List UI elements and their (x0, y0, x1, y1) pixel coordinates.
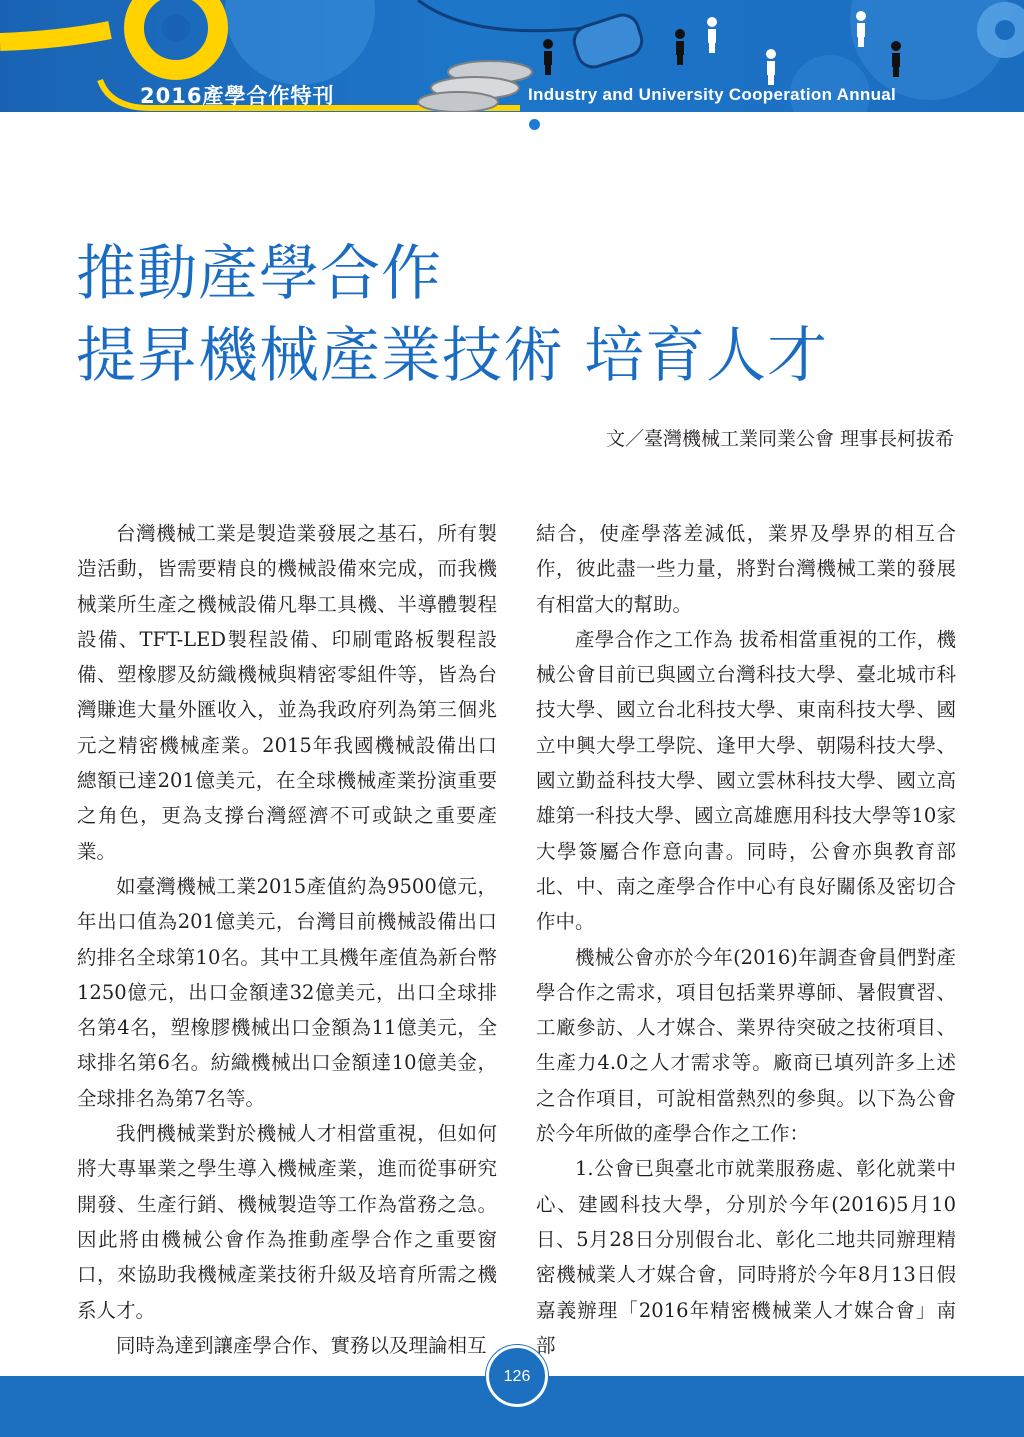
publication-title-en: Industry and University Cooperation Annual (528, 85, 897, 104)
article-title-line-2: 提昇機械產業技術 培育人才 (76, 321, 829, 391)
left-column (77, 516, 497, 1363)
paragraph: 產學合作之工作為 拔希相當重視的工作，機械公會目前已與國立台灣科技大學、臺北城市科技大學、國立台北科技大學、東南科技大學、國立中興大學工學院、逢甲大學、朝陽科技大學、國立勤益科技大學、國立雲林科技大學、國立高雄第一科技大學、國立高雄應用科技大學等10家大學簽屬合作意向書。同時，公會亦與教育部北、中、南之產學合作中心有良好關係及密切合作中。 (536, 627, 956, 934)
paragraph-continued: 結合，使產學落差減低，業界及學界的相互合作，彼此盡一些力量，將對台灣機械工業的發展有相當大的幫助。 (536, 522, 956, 616)
paragraph: 台灣機械工業是製造業發展之基石，所有製造活動，皆需要精良的機械設備來完成，而我機械業所生產之機械設備凡舉工具機、半導體製程設備、TFT-LED製程設備、印刷電路板製程設備、塑橡膠及紡織機械與精密零組件等，皆為台灣賺進大量外匯收入，並為我政府列為第三個兆元之精密機械產業。2015年我國機械設備出口總額已達201億美元，在全球機械產業扮演重要之角色，更為支撐台灣經濟不可或缺之重要產業。 (77, 522, 497, 863)
coins-icon (418, 61, 532, 112)
article-byline: 文／臺灣機械工業同業公會 理事長柯拔希 (605, 428, 954, 450)
paragraph: 我們機械業對於機械人才相當重視，但如何將大專畢業之學生導入機械產業，進而從事研究開發、生產行銷、機械製造等工作為當務之急。因此將由機械公會作為推動產學合作之重要窗口，來協助我機械產業技術升級及培育所需之機系人才。 (77, 1122, 497, 1322)
page-number-badge (486, 1345, 548, 1407)
header-banner (0, 0, 1024, 112)
right-column (536, 516, 956, 1363)
article-title (76, 233, 828, 397)
paragraph: 機械公會亦於今年(2016)年調查會員們對產學合作之需求，項目包括業界導師、暑假實習、工廠參訪、人才媒合、業界待突破之技術項目、生產力4.0之人才需求等。廠商已填列許多上述之合作項目，可說相當熱烈的參與。以下為公會於今年所做的產學合作之工作： (536, 945, 956, 1146)
paragraph: 1.公會已與臺北市就業服務處、彰化就業中心、建國科技大學，分別於今年(2016)5月10日、5月28日分別假台北、彰化二地共同辦理精密機械業人才媒合會，同時將於今年8月13日假嘉義辦理「2016年精密機械業人才媒合會」南部 (536, 1157, 956, 1357)
page-number: 126 (503, 1368, 531, 1385)
mouse-icon (418, 0, 646, 71)
article-title-line-1: 推動產學合作 (76, 239, 442, 309)
decorative-dot-icon (529, 119, 540, 130)
yellow-swoosh (0, 30, 110, 42)
paragraph: 同時為達到讓產學合作、實務以及理論相互 (116, 1333, 487, 1357)
paragraph: 如臺灣機械工業2015產值約為9500億元，年出口值為201億美元，台灣目前機械設備出口約排名全球第10名。其中工具機年產值為新台幣1250億元，出口金額達32億美元，出口全球排名第4名，塑橡膠機械出口金額為11億美元，全球排名第6名。紡織機械出口金額達10億美金，全球排名為第7名等。 (77, 874, 497, 1110)
publication-title-cn: 2016產學合作特刊 (140, 84, 335, 108)
